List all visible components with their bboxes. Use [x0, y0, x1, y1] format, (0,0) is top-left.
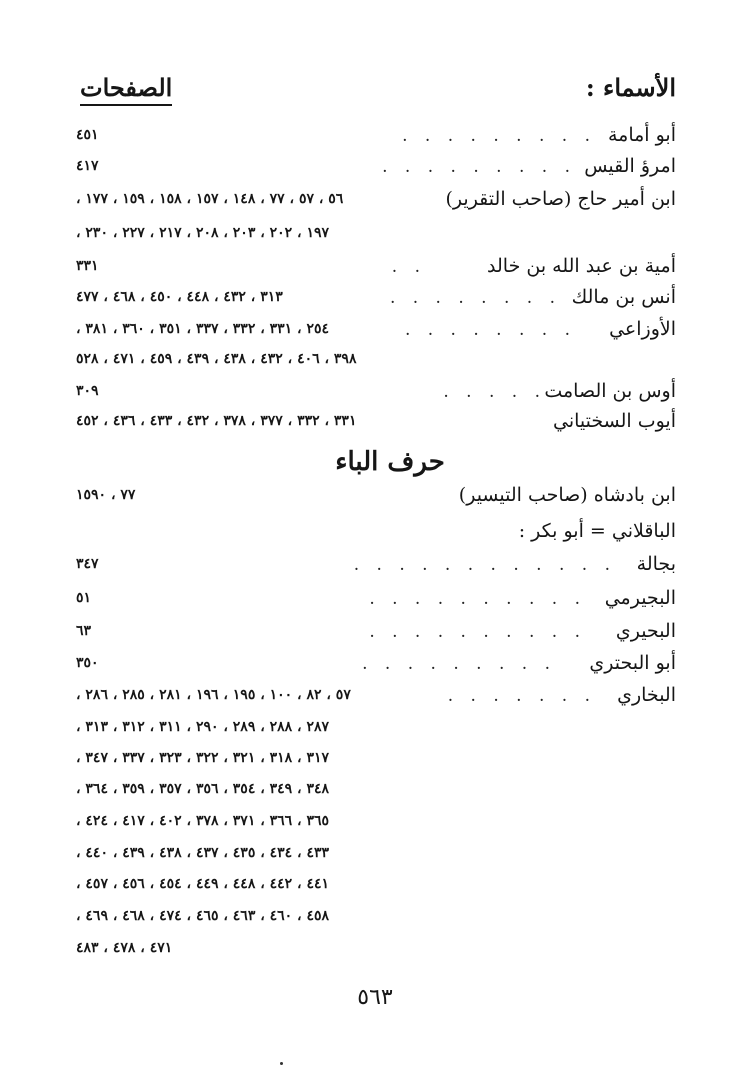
leader-dots: . . . . . . . .	[404, 320, 576, 340]
entry-name: البجيرمي	[604, 587, 676, 609]
page-references: ٥١	[76, 590, 92, 606]
index-line	[76, 286, 676, 316]
names-column-header: الأسماء :	[585, 73, 676, 102]
entry-name: أيوب السختياني	[553, 410, 676, 432]
pages-column-header: الصفحات	[80, 73, 172, 106]
page-references: ٥٧ ، ٨٢ ، ١٠٠ ، ١٩٥ ، ١٩٦ ، ٢٨١ ، ٢٨٥ ، ٢٨٦ ،	[76, 687, 351, 703]
entry-name: أوس بن الصامت	[544, 380, 676, 402]
index-line	[76, 620, 676, 650]
index-line	[76, 318, 676, 348]
index-line	[76, 716, 676, 746]
leader-dots: . . . . . . . .	[389, 288, 561, 308]
index-line	[76, 380, 676, 410]
leader-dots: . . . . . . . . . . . .	[353, 555, 616, 575]
index-line	[76, 484, 676, 514]
entry-name: البخاري	[617, 684, 676, 706]
index-line	[76, 842, 676, 872]
entry-name: ابن بادشاه (صاحب التيسير)	[458, 484, 676, 506]
leader-dots: . .	[391, 257, 426, 277]
entry-name: أمية بن عبد الله بن خالد	[487, 255, 676, 277]
page-references: ٤٣٣ ، ٤٣٤ ، ٤٣٥ ، ٤٣٧ ، ٤٣٨ ، ٤٣٩ ، ٤٤٠ ،	[76, 845, 330, 861]
entry-name: بجالة	[636, 553, 676, 575]
page-references: ٣٣١	[76, 258, 99, 274]
page-references: ٢٨٧ ، ٢٨٨ ، ٢٨٩ ، ٢٩٠ ، ٣١١ ، ٣١٢ ، ٣١٣ ،	[76, 719, 330, 735]
page-references: ٦٣	[76, 623, 92, 639]
index-line	[76, 684, 676, 714]
page-references: ٣١٣ ، ٤٣٢ ، ٤٤٨ ، ٤٥٠ ، ٤٦٨ ، ٤٧٧	[76, 289, 283, 305]
page-references: ٤١٧	[76, 158, 99, 174]
page-references: ٣٤٧	[76, 556, 99, 572]
index-line	[76, 410, 676, 440]
page-references: ٤٥٨ ، ٤٦٠ ، ٤٦٣ ، ٤٦٥ ، ٤٧٤ ، ٤٦٨ ، ٤٦٩ ،	[76, 908, 330, 924]
index-line	[76, 587, 676, 617]
leader-dots: . . . . . . . . . .	[369, 622, 586, 642]
index-line	[76, 520, 676, 550]
page-references: ٣٦٥ ، ٣٦٦ ، ٣٧١ ، ٣٧٨ ، ٤٠٢ ، ٤١٧ ، ٤٢٤ ،	[76, 813, 330, 829]
index-line	[76, 652, 676, 682]
entry-name: أنس بن مالك	[571, 286, 676, 308]
index-line	[76, 553, 676, 583]
page-number: ٥٦٣	[357, 985, 393, 1010]
leader-dots: . . . . . . . . . .	[369, 589, 586, 609]
page-references: ٣٣١ ، ٣٣٢ ، ٣٧٧ ، ٣٧٨ ، ٤٣٢ ، ٤٣٣ ، ٤٣٦ ، ٤٥٢	[76, 413, 357, 429]
entry-name: البحيري	[615, 620, 676, 642]
page-references: ٥٦ ، ٥٧ ، ٧٧ ، ١٤٨ ، ١٥٧ ، ١٥٨ ، ١٥٩ ، ١٧٧ ،	[76, 191, 344, 207]
entry-name: الأوزاعي	[609, 318, 676, 340]
stray-mark	[280, 1062, 283, 1065]
index-line	[76, 124, 676, 154]
page-references: ٤٧١ ، ٤٧٨ ، ٤٨٣	[76, 940, 173, 956]
page-references: ٣٩٨ ، ٤٠٦ ، ٤٣٢ ، ٤٣٨ ، ٤٣٩ ، ٤٥٩ ، ٤٧١ ، ٥٢٨	[76, 351, 357, 367]
page-references: ٤٤١ ، ٤٤٢ ، ٤٤٨ ، ٤٤٩ ، ٤٥٤ ، ٤٥٦ ، ٤٥٧ ،	[76, 876, 330, 892]
index-line	[76, 348, 676, 378]
entry-name: أبو أمامة	[607, 124, 676, 146]
entry-name: الباقلاني = أبو بكر :	[518, 520, 676, 542]
page-references: ٢٥٤ ، ٣٣١ ، ٣٣٢ ، ٣٣٧ ، ٣٥١ ، ٣٦٠ ، ٣٨١ ،	[76, 321, 330, 337]
leader-dots: . . . . . . . . .	[382, 157, 576, 177]
index-line	[76, 810, 676, 840]
index-line	[76, 905, 676, 935]
entry-name: ابن أمير حاج (صاحب التقرير)	[445, 188, 676, 210]
index-line	[76, 188, 676, 218]
entry-name: امرؤ القيس	[584, 155, 676, 177]
leader-dots: . . . . .	[443, 382, 546, 402]
page-references: ٣٠٩	[76, 383, 99, 399]
page-references: ٣٥٠	[76, 655, 99, 671]
index-line	[76, 937, 676, 967]
page-references: ٧٧ ، ١٥٩٠	[76, 487, 136, 503]
leader-dots: . . . . . . . . .	[402, 126, 596, 146]
leader-dots: . . . . . . . . .	[362, 654, 556, 674]
page-references: ٤٥١	[76, 127, 99, 143]
leader-dots: . . . . . . .	[447, 686, 596, 706]
index-line	[76, 255, 676, 285]
page-references: ١٩٧ ، ٢٠٢ ، ٢٠٣ ، ٢٠٨ ، ٢١٧ ، ٢٢٧ ، ٢٣٠ ،	[76, 225, 330, 241]
page-references: ٣٤٨ ، ٣٤٩ ، ٣٥٤ ، ٣٥٦ ، ٣٥٧ ، ٣٥٩ ، ٣٦٤ ،	[76, 781, 330, 797]
index-line	[76, 778, 676, 808]
index-line	[76, 747, 676, 777]
index-line	[76, 155, 676, 185]
entry-name: أبو البحتري	[589, 652, 676, 674]
page-references: ٣١٧ ، ٣١٨ ، ٣٢١ ، ٣٢٢ ، ٣٢٣ ، ٣٣٧ ، ٣٤٧ ،	[76, 750, 330, 766]
index-line	[76, 222, 676, 252]
section-title: حرف الباء	[335, 447, 445, 477]
index-line	[76, 873, 676, 903]
